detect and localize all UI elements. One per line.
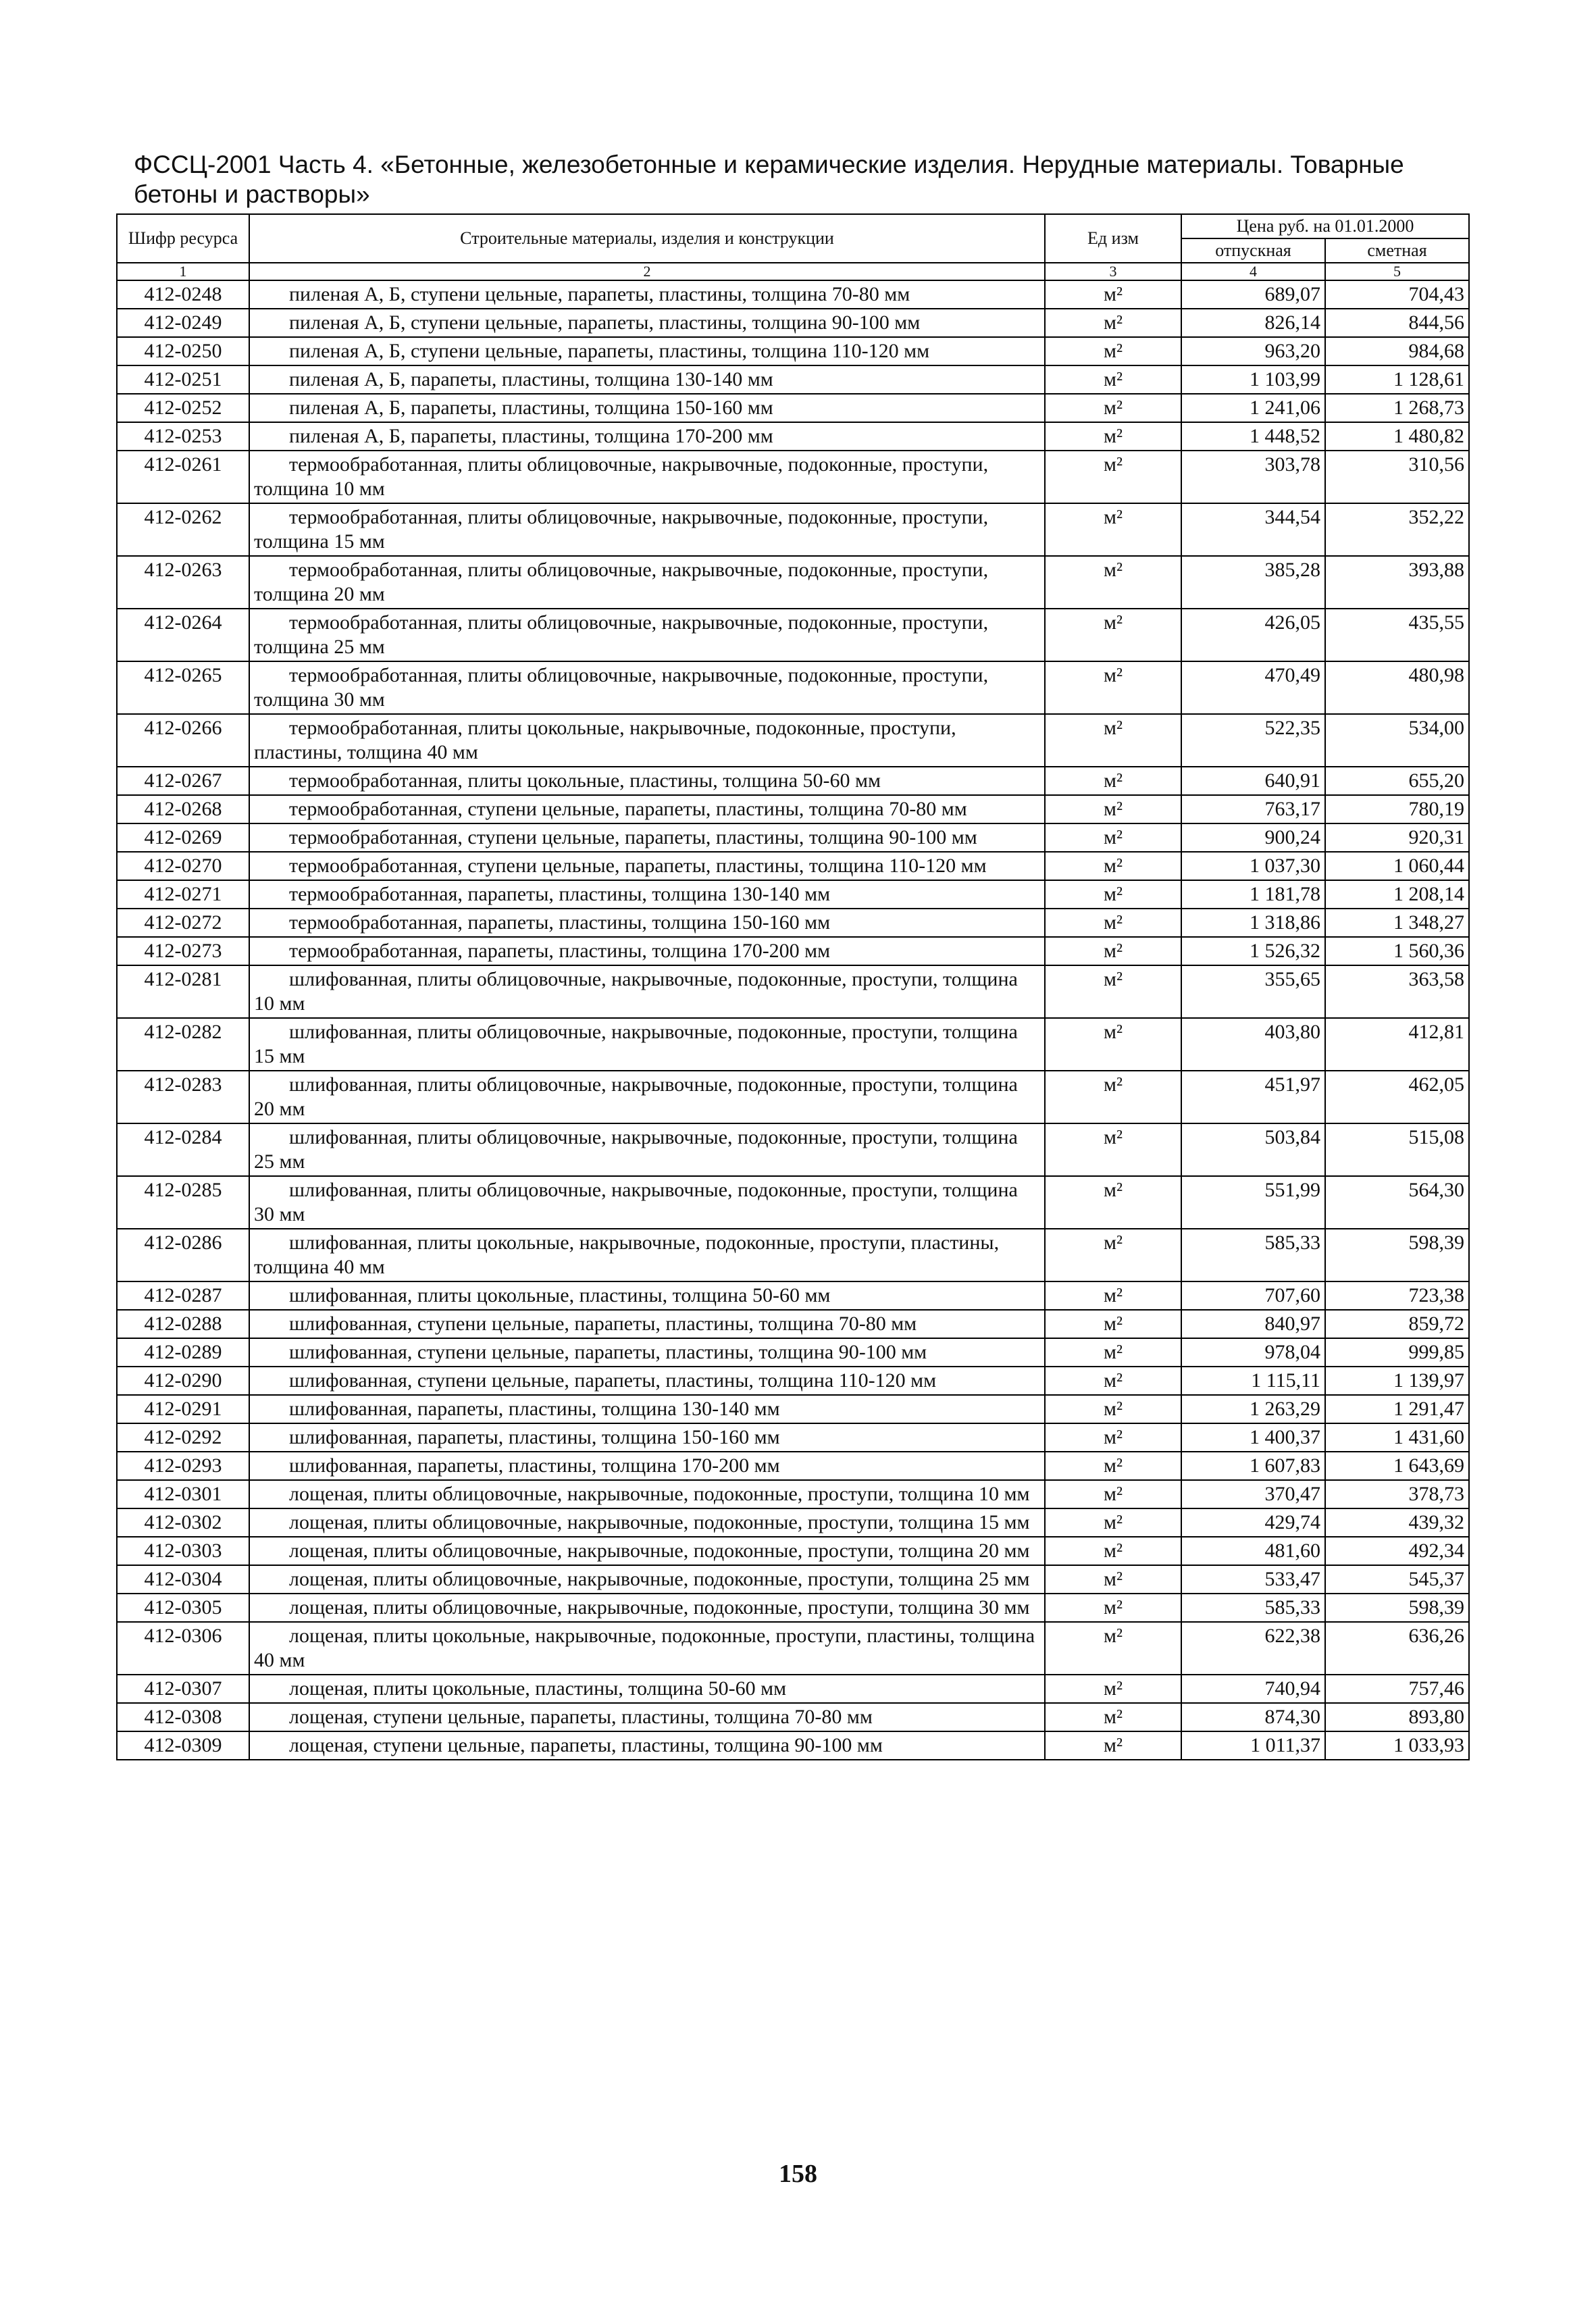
estimate-price-cell: 1 268,73 [1325,394,1469,422]
release-price-cell: 1 400,37 [1181,1423,1325,1452]
table-row [117,1123,1469,1176]
material-name-cell: лощеная, плиты облицовочные, накрывочные, подоконные, проступи, толщина 15 мм [249,1508,1045,1537]
estimate-price-cell: 598,39 [1325,1229,1469,1281]
table-row [117,1731,1469,1760]
resource-code-cell: 412-0308 [117,1703,249,1731]
estimate-price-cell: 1 139,97 [1325,1367,1469,1395]
material-name-cell: термообработанная, плиты облицовочные, накрывочные, подоконные, проступи, толщина 25 мм [249,609,1045,661]
unit-cell: м² [1045,609,1181,661]
material-name-cell: шлифованная, плиты облицовочные, накрывочные, подоконные, проступи, толщина 30 мм [249,1176,1045,1229]
unit-cell: м² [1045,661,1181,714]
unit-cell: м² [1045,1123,1181,1176]
unit-cell: м² [1045,1281,1181,1310]
release-price-cell: 344,54 [1181,503,1325,556]
resource-code-cell: 412-0304 [117,1565,249,1594]
estimate-price-cell: 780,19 [1325,795,1469,823]
material-name-cell: термообработанная, плиты облицовочные, накрывочные, подоконные, проступи, толщина 15 мм [249,503,1045,556]
unit-cell: м² [1045,1395,1181,1423]
release-price-cell: 622,38 [1181,1622,1325,1675]
unit-cell: м² [1045,823,1181,852]
estimate-price-cell: 636,26 [1325,1622,1469,1675]
resource-code-cell: 412-0270 [117,852,249,880]
estimate-price-cell: 412,81 [1325,1018,1469,1071]
table-row [117,909,1469,937]
release-price-cell: 689,07 [1181,280,1325,309]
estimate-price-cell: 534,00 [1325,714,1469,767]
table-row [117,1367,1469,1395]
estimate-price-cell: 859,72 [1325,1310,1469,1338]
unit-cell: м² [1045,1338,1181,1367]
estimate-price-cell: 1 128,61 [1325,365,1469,394]
material-name-cell: шлифованная, парапеты, пластины, толщина 150-160 мм [249,1423,1045,1452]
unit-cell: м² [1045,556,1181,609]
estimate-price-cell: 545,37 [1325,1565,1469,1594]
unit-cell: м² [1045,1731,1181,1760]
estimate-price-cell: 363,58 [1325,965,1469,1018]
material-name-cell: пиленая А, Б, парапеты, пластины, толщина 150-160 мм [249,394,1045,422]
estimate-price-cell: 480,98 [1325,661,1469,714]
material-name-cell: шлифованная, плиты цокольные, пластины, толщина 50-60 мм [249,1281,1045,1310]
release-price-cell: 385,28 [1181,556,1325,609]
table-row [117,661,1469,714]
table-header [117,214,1469,280]
estimate-price-cell: 1 060,44 [1325,852,1469,880]
resource-code-cell: 412-0307 [117,1675,249,1703]
estimate-price-cell: 999,85 [1325,1338,1469,1367]
release-price-cell: 403,80 [1181,1018,1325,1071]
table-row [117,1423,1469,1452]
table-row [117,1310,1469,1338]
unit-cell: м² [1045,365,1181,394]
unit-cell: м² [1045,1508,1181,1537]
resource-code-cell: 412-0291 [117,1395,249,1423]
resource-code-cell: 412-0265 [117,661,249,714]
table-row [117,309,1469,337]
resource-code-cell: 412-0309 [117,1731,249,1760]
estimate-price-cell: 1 033,93 [1325,1731,1469,1760]
release-price-cell: 840,97 [1181,1310,1325,1338]
release-price-cell: 451,97 [1181,1071,1325,1123]
estimate-price-cell: 984,68 [1325,337,1469,365]
material-name-cell: шлифованная, ступени цельные, парапеты, пластины, толщина 70-80 мм [249,1310,1045,1338]
header-name: Строительные материалы, изделия и конструкции [249,214,1045,263]
unit-cell: м² [1045,280,1181,309]
header-unit: Ед изм [1045,214,1181,263]
estimate-price-cell: 893,80 [1325,1703,1469,1731]
resource-code-cell: 412-0250 [117,337,249,365]
resource-code-cell: 412-0293 [117,1452,249,1480]
release-price-cell: 763,17 [1181,795,1325,823]
release-price-cell: 551,99 [1181,1176,1325,1229]
release-price-cell: 429,74 [1181,1508,1325,1537]
estimate-price-cell: 1 480,82 [1325,422,1469,451]
material-name-cell: шлифованная, парапеты, пластины, толщина 170-200 мм [249,1452,1045,1480]
unit-cell: м² [1045,1229,1181,1281]
unit-cell: м² [1045,503,1181,556]
material-name-cell: лощеная, плиты облицовочные, накрывочные, подоконные, проступи, толщина 10 мм [249,1480,1045,1508]
estimate-price-cell: 1 560,36 [1325,937,1469,965]
release-price-cell: 740,94 [1181,1675,1325,1703]
table-row [117,767,1469,795]
unit-cell: м² [1045,1594,1181,1622]
estimate-price-cell: 704,43 [1325,280,1469,309]
resource-code-cell: 412-0292 [117,1423,249,1452]
material-name-cell: лощеная, плиты облицовочные, накрывочные, подоконные, проступи, толщина 20 мм [249,1537,1045,1565]
release-price-cell: 1 037,30 [1181,852,1325,880]
release-price-cell: 585,33 [1181,1229,1325,1281]
table-row [117,1229,1469,1281]
column-number: 3 [1045,263,1181,280]
unit-cell: м² [1045,795,1181,823]
table-row [117,880,1469,909]
resource-code-cell: 412-0305 [117,1594,249,1622]
table-row [117,503,1469,556]
unit-cell: м² [1045,394,1181,422]
material-name-cell: пиленая А, Б, ступени цельные, парапеты, пластины, толщина 70-80 мм [249,280,1045,309]
resource-code-cell: 412-0282 [117,1018,249,1071]
resource-code-cell: 412-0261 [117,451,249,503]
table-row [117,714,1469,767]
material-name-cell: шлифованная, плиты цокольные, накрывочные, подоконные, проступи, пластины, толщина 40 мм [249,1229,1045,1281]
unit-cell: м² [1045,1423,1181,1452]
unit-cell: м² [1045,451,1181,503]
unit-cell: м² [1045,1452,1181,1480]
unit-cell: м² [1045,909,1181,937]
material-name-cell: пиленая А, Б, парапеты, пластины, толщина 130-140 мм [249,365,1045,394]
estimate-price-cell: 757,46 [1325,1675,1469,1703]
estimate-price-cell: 1 208,14 [1325,880,1469,909]
material-name-cell: лощеная, ступени цельные, парапеты, пластины, толщина 70-80 мм [249,1703,1045,1731]
column-number: 2 [249,263,1045,280]
material-name-cell: термообработанная, парапеты, пластины, толщина 150-160 мм [249,909,1045,937]
table-row [117,852,1469,880]
estimate-price-cell: 920,31 [1325,823,1469,852]
release-price-cell: 826,14 [1181,309,1325,337]
resource-code-cell: 412-0285 [117,1176,249,1229]
release-price-cell: 522,35 [1181,714,1325,767]
table-row [117,1622,1469,1675]
resource-code-cell: 412-0268 [117,795,249,823]
table-row [117,937,1469,965]
resource-code-cell: 412-0269 [117,823,249,852]
resource-code-cell: 412-0287 [117,1281,249,1310]
estimate-price-cell: 435,55 [1325,609,1469,661]
table-row [117,1703,1469,1731]
release-price-cell: 503,84 [1181,1123,1325,1176]
table-row [117,1452,1469,1480]
material-name-cell: термообработанная, плиты цокольные, пластины, толщина 50-60 мм [249,767,1045,795]
table-row [117,1176,1469,1229]
unit-cell: м² [1045,309,1181,337]
release-price-cell: 707,60 [1181,1281,1325,1310]
material-name-cell: лощеная, плиты цокольные, накрывочные, подоконные, проступи, пластины, толщина 40 мм [249,1622,1045,1675]
material-name-cell: термообработанная, парапеты, пластины, толщина 130-140 мм [249,880,1045,909]
release-price-cell: 963,20 [1181,337,1325,365]
material-name-cell: шлифованная, плиты облицовочные, накрывочные, подоконные, проступи, толщина 15 мм [249,1018,1045,1071]
material-name-cell: термообработанная, ступени цельные, парапеты, пластины, толщина 110-120 мм [249,852,1045,880]
release-price-cell: 1 011,37 [1181,1731,1325,1760]
resource-code-cell: 412-0273 [117,937,249,965]
document-title: ФССЦ-2001 Часть 4. «Бетонные, железобетонные и керамические изделия. Нерудные материалы. Товарные бетоны и растворы» [134,151,1404,208]
table-row [117,1071,1469,1123]
unit-cell: м² [1045,1480,1181,1508]
estimate-price-cell: 1 291,47 [1325,1395,1469,1423]
release-price-cell: 1 263,29 [1181,1395,1325,1423]
unit-cell: м² [1045,714,1181,767]
release-price-cell: 1 526,32 [1181,937,1325,965]
material-name-cell: пиленая А, Б, ступени цельные, парапеты, пластины, толщина 110-120 мм [249,337,1045,365]
resource-code-cell: 412-0289 [117,1338,249,1367]
material-name-cell: лощеная, плиты облицовочные, накрывочные, подоконные, проступи, толщина 30 мм [249,1594,1045,1622]
estimate-price-cell: 655,20 [1325,767,1469,795]
release-price-cell: 1 241,06 [1181,394,1325,422]
resource-code-cell: 412-0272 [117,909,249,937]
unit-cell: м² [1045,1703,1181,1731]
table-row [117,365,1469,394]
resource-code-cell: 412-0288 [117,1310,249,1338]
resource-code-cell: 412-0286 [117,1229,249,1281]
table-row [117,609,1469,661]
unit-cell: м² [1045,422,1181,451]
material-name-cell: пиленая А, Б, парапеты, пластины, толщина 170-200 мм [249,422,1045,451]
unit-cell: м² [1045,1565,1181,1594]
table-row [117,1537,1469,1565]
resource-code-cell: 412-0248 [117,280,249,309]
unit-cell: м² [1045,937,1181,965]
unit-cell: м² [1045,1071,1181,1123]
estimate-price-cell: 1 348,27 [1325,909,1469,937]
release-price-cell: 874,30 [1181,1703,1325,1731]
estimate-price-cell: 1 431,60 [1325,1423,1469,1452]
release-price-cell: 470,49 [1181,661,1325,714]
material-name-cell: термообработанная, плиты облицовочные, накрывочные, подоконные, проступи, толщина 30 мм [249,661,1045,714]
release-price-cell: 978,04 [1181,1338,1325,1367]
unit-cell: м² [1045,1675,1181,1703]
release-price-cell: 1 181,78 [1181,880,1325,909]
material-name-cell: термообработанная, ступени цельные, парапеты, пластины, толщина 70-80 мм [249,795,1045,823]
unit-cell: м² [1045,1622,1181,1675]
release-price-cell: 640,91 [1181,767,1325,795]
unit-cell: м² [1045,337,1181,365]
page-number: 158 [779,2160,817,2188]
table-row [117,795,1469,823]
release-price-cell: 1 607,83 [1181,1452,1325,1480]
resource-code-cell: 412-0302 [117,1508,249,1537]
estimate-price-cell: 492,34 [1325,1537,1469,1565]
estimate-price-cell: 378,73 [1325,1480,1469,1508]
table-row [117,823,1469,852]
table-row [117,556,1469,609]
table-row [117,337,1469,365]
estimate-price-cell: 439,32 [1325,1508,1469,1537]
material-name-cell: шлифованная, ступени цельные, парапеты, пластины, толщина 90-100 мм [249,1338,1045,1367]
material-name-cell: шлифованная, ступени цельные, парапеты, пластины, толщина 110-120 мм [249,1367,1045,1395]
estimate-price-cell: 723,38 [1325,1281,1469,1310]
resource-code-cell: 412-0263 [117,556,249,609]
release-price-cell: 481,60 [1181,1537,1325,1565]
table-row [117,394,1469,422]
table-row [117,280,1469,309]
estimate-price-cell: 393,88 [1325,556,1469,609]
release-price-cell: 1 318,86 [1181,909,1325,937]
material-name-cell: шлифованная, плиты облицовочные, накрывочные, подоконные, проступи, толщина 10 мм [249,965,1045,1018]
table-row [117,1594,1469,1622]
resource-code-cell: 412-0301 [117,1480,249,1508]
table-row [117,1675,1469,1703]
resource-code-cell: 412-0253 [117,422,249,451]
release-price-cell: 370,47 [1181,1480,1325,1508]
estimate-price-cell: 462,05 [1325,1071,1469,1123]
unit-cell: м² [1045,1537,1181,1565]
material-name-cell: термообработанная, парапеты, пластины, толщина 170-200 мм [249,937,1045,965]
release-price-cell: 1 103,99 [1181,365,1325,394]
estimate-price-cell: 515,08 [1325,1123,1469,1176]
material-name-cell: термообработанная, плиты облицовочные, накрывочные, подоконные, проступи, толщина 20 мм [249,556,1045,609]
material-name-cell: лощеная, ступени цельные, парапеты, пластины, толщина 90-100 мм [249,1731,1045,1760]
release-price-cell: 426,05 [1181,609,1325,661]
release-price-cell: 900,24 [1181,823,1325,852]
material-name-cell: лощеная, плиты цокольные, пластины, толщина 50-60 мм [249,1675,1045,1703]
table-row [117,422,1469,451]
release-price-cell: 303,78 [1181,451,1325,503]
resource-code-cell: 412-0262 [117,503,249,556]
material-name-cell: термообработанная, ступени цельные, парапеты, пластины, толщина 90-100 мм [249,823,1045,852]
resource-code-cell: 412-0283 [117,1071,249,1123]
material-name-cell: лощеная, плиты облицовочные, накрывочные, подоконные, проступи, толщина 25 мм [249,1565,1045,1594]
header-price-release: отпускная [1181,238,1325,263]
estimate-price-cell: 598,39 [1325,1594,1469,1622]
table-row [117,965,1469,1018]
resource-code-cell: 412-0264 [117,609,249,661]
unit-cell: м² [1045,1176,1181,1229]
estimate-price-cell: 564,30 [1325,1176,1469,1229]
unit-cell: м² [1045,1310,1181,1338]
table-row [117,451,1469,503]
resource-code-cell: 412-0271 [117,880,249,909]
resource-code-cell: 412-0267 [117,767,249,795]
table-row [117,1338,1469,1367]
table-row [117,1395,1469,1423]
unit-cell: м² [1045,1367,1181,1395]
resource-code-cell: 412-0284 [117,1123,249,1176]
material-name-cell: термообработанная, плиты цокольные, накрывочные, подоконные, проступи, пластины, толщина 40 мм [249,714,1045,767]
resource-code-cell: 412-0266 [117,714,249,767]
estimate-price-cell: 310,56 [1325,451,1469,503]
resource-code-cell: 412-0281 [117,965,249,1018]
release-price-cell: 585,33 [1181,1594,1325,1622]
material-name-cell: термообработанная, плиты облицовочные, накрывочные, подоконные, проступи, толщина 10 мм [249,451,1045,503]
column-number: 1 [117,263,249,280]
column-number: 4 [1181,263,1325,280]
estimate-price-cell: 844,56 [1325,309,1469,337]
material-name-cell: шлифованная, плиты облицовочные, накрывочные, подоконные, проступи, толщина 20 мм [249,1071,1045,1123]
header-price-estimate: сметная [1325,238,1469,263]
estimate-price-cell: 1 643,69 [1325,1452,1469,1480]
table-row [117,1018,1469,1071]
unit-cell: м² [1045,852,1181,880]
table-row [117,1508,1469,1537]
column-number: 5 [1325,263,1469,280]
resource-code-cell: 412-0252 [117,394,249,422]
resource-code-cell: 412-0290 [117,1367,249,1395]
release-price-cell: 1 448,52 [1181,422,1325,451]
release-price-cell: 1 115,11 [1181,1367,1325,1395]
unit-cell: м² [1045,880,1181,909]
estimate-price-cell: 352,22 [1325,503,1469,556]
table-row [117,1565,1469,1594]
release-price-cell: 355,65 [1181,965,1325,1018]
resource-code-cell: 412-0249 [117,309,249,337]
unit-cell: м² [1045,1018,1181,1071]
header-code: Шифр ресурса [117,214,249,263]
header-price-group: Цена руб. на 01.01.2000 [1181,214,1469,238]
material-name-cell: шлифованная, парапеты, пластины, толщина 130-140 мм [249,1395,1045,1423]
material-name-cell: шлифованная, плиты облицовочные, накрывочные, подоконные, проступи, толщина 25 мм [249,1123,1045,1176]
resource-code-cell: 412-0306 [117,1622,249,1675]
table-row [117,1480,1469,1508]
resource-code-cell: 412-0303 [117,1537,249,1565]
unit-cell: м² [1045,965,1181,1018]
table-body [117,280,1469,1760]
price-table [116,213,1470,1760]
release-price-cell: 533,47 [1181,1565,1325,1594]
resource-code-cell: 412-0251 [117,365,249,394]
table-row [117,1281,1469,1310]
unit-cell: м² [1045,767,1181,795]
material-name-cell: пиленая А, Б, ступени цельные, парапеты, пластины, толщина 90-100 мм [249,309,1045,337]
